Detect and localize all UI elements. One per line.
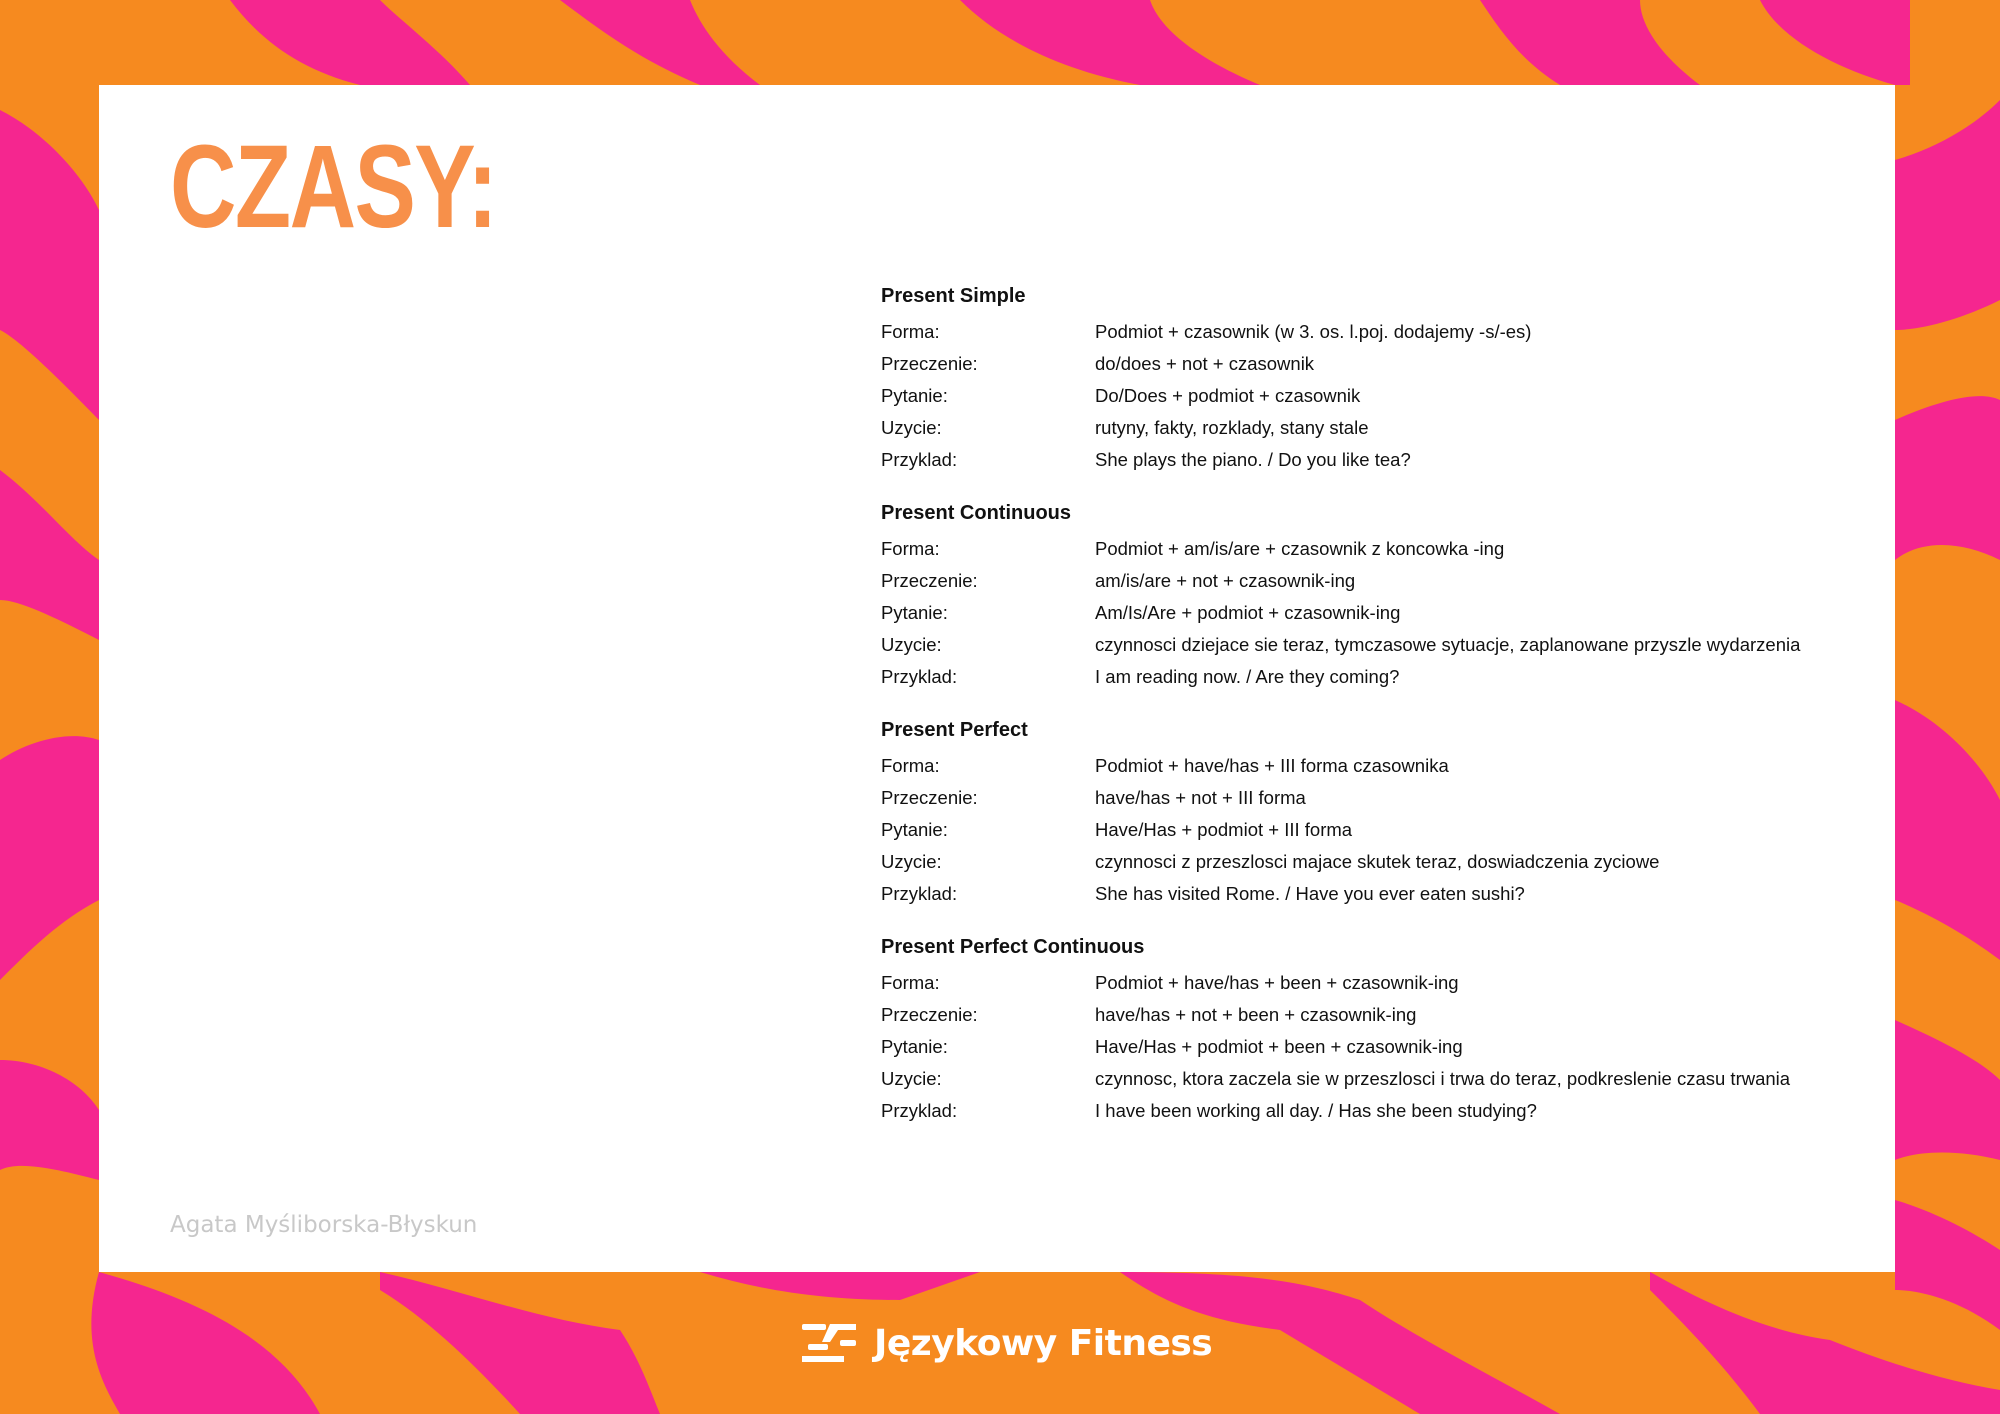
row-value: have/has + not + been + czasownik-ing: [1095, 1004, 1417, 1025]
tense-row: [881, 412, 1821, 444]
row-value: Am/Is/Are + podmiot + czasownik-ing: [1095, 602, 1401, 623]
row-value: Podmiot + czasownik (w 3. os. l.poj. dodajemy -s/-es): [1095, 321, 1532, 342]
tense-section: [881, 716, 1821, 910]
row-label: Przyklad:: [881, 449, 958, 470]
page-title: CZASY:: [170, 121, 497, 253]
tense-row: [881, 1095, 1821, 1127]
tense-row: [881, 597, 1821, 629]
row-label: Forma:: [881, 972, 940, 993]
row-value: have/has + not + III forma: [1095, 787, 1306, 808]
row-label: Uzycie:: [881, 851, 942, 872]
tense-row: [881, 846, 1821, 878]
tense-section: [881, 282, 1821, 476]
row-label: Pytanie:: [881, 1036, 948, 1057]
tense-title: Present Perfect Continuous: [881, 936, 1145, 958]
row-value: Have/Has + podmiot + been + czasownik-ing: [1095, 1036, 1463, 1057]
brand-name: Językowy Fitness: [874, 1322, 1213, 1364]
row-value: czynnosc, ktora zaczela sie w przeszlosci i trwa do teraz, podkreslenie czasu trwania: [1095, 1068, 1791, 1089]
row-label: Przeczenie:: [881, 787, 978, 808]
row-label: Forma:: [881, 538, 940, 559]
row-value: Podmiot + am/is/are + czasownik z koncowka -ing: [1095, 538, 1505, 559]
row-value: She plays the piano. / Do you like tea?: [1095, 449, 1411, 470]
row-label: Przeczenie:: [881, 570, 978, 591]
row-value: do/does + not + czasownik: [1095, 353, 1315, 374]
row-label: Przyklad:: [881, 883, 958, 904]
row-label: Forma:: [881, 755, 940, 776]
tense-row: [881, 1063, 1821, 1095]
row-label: Uzycie:: [881, 417, 942, 438]
jezykowy-fitness-logo-icon: [800, 1320, 860, 1366]
row-label: Pytanie:: [881, 602, 948, 623]
row-value: I have been working all day. / Has she been studying?: [1095, 1100, 1537, 1121]
row-label: Pytanie:: [881, 819, 948, 840]
tense-row: [881, 967, 1821, 999]
tenses-list: [881, 282, 1821, 1150]
row-label: Przyklad:: [881, 666, 958, 687]
tense-title: Present Continuous: [881, 502, 1072, 524]
tense-row: [881, 814, 1821, 846]
tense-section: [881, 933, 1821, 1127]
tense-row: [881, 316, 1821, 348]
author-name: Agata Myśliborska-Błyskun: [170, 1212, 478, 1238]
tense-title: Present Perfect: [881, 719, 1028, 741]
tense-row: [881, 782, 1821, 814]
tense-title: Present Simple: [881, 285, 1026, 307]
row-value: Have/Has + podmiot + III forma: [1095, 819, 1353, 840]
tense-row: [881, 629, 1821, 661]
tense-row: [881, 661, 1821, 693]
tense-row: [881, 348, 1821, 380]
row-label: Uzycie:: [881, 634, 942, 655]
tense-row: [881, 878, 1821, 910]
tense-row: [881, 1031, 1821, 1063]
tense-row: [881, 565, 1821, 597]
tense-row: [881, 750, 1821, 782]
tense-row: [881, 533, 1821, 565]
row-value: She has visited Rome. / Have you ever eaten sushi?: [1095, 883, 1525, 904]
row-label: Przeczenie:: [881, 1004, 978, 1025]
tense-row: [881, 999, 1821, 1031]
row-value: I am reading now. / Are they coming?: [1095, 666, 1400, 687]
brand-footer: [800, 1318, 1212, 1368]
row-value: rutyny, fakty, rozklady, stany stale: [1095, 417, 1369, 438]
tense-section: [881, 499, 1821, 693]
tense-row: [881, 380, 1821, 412]
row-label: Przeczenie:: [881, 353, 978, 374]
row-label: Uzycie:: [881, 1068, 942, 1089]
row-value: czynnosci dziejace sie teraz, tymczasowe sytuacje, zaplanowane przyszle wydarzenia: [1095, 634, 1801, 655]
row-value: Podmiot + have/has + III forma czasownika: [1095, 755, 1449, 776]
row-value: czynnosci z przeszlosci majace skutek teraz, doswiadczenia zyciowe: [1095, 851, 1660, 872]
row-value: Podmiot + have/has + been + czasownik-ing: [1095, 972, 1459, 993]
row-value: am/is/are + not + czasownik-ing: [1095, 570, 1356, 591]
row-value: Do/Does + podmiot + czasownik: [1095, 385, 1361, 406]
tense-row: [881, 444, 1821, 476]
row-label: Przyklad:: [881, 1100, 958, 1121]
row-label: Pytanie:: [881, 385, 948, 406]
row-label: Forma:: [881, 321, 940, 342]
